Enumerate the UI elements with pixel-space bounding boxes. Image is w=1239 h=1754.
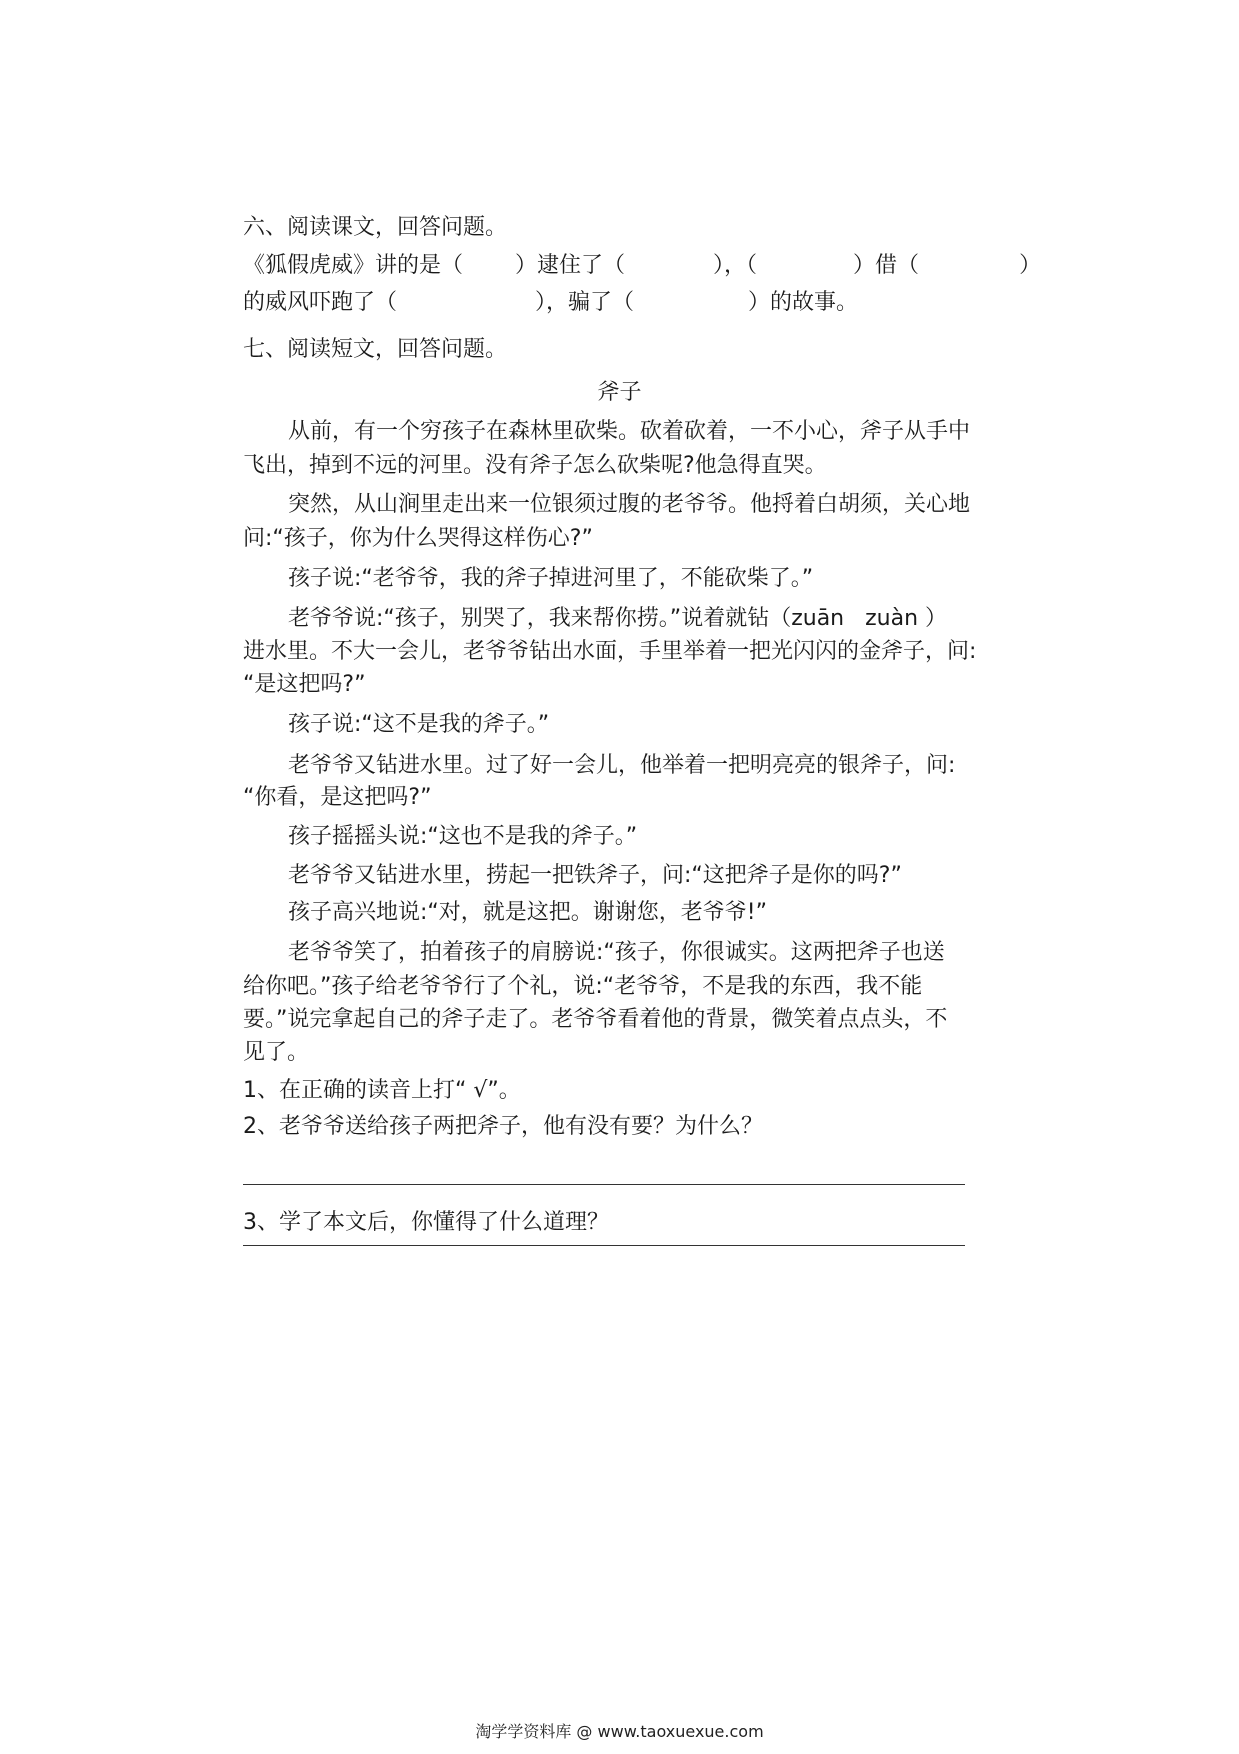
question-2: 2、老爷爷送给孩子两把斧子，他有没有要？为什么？: [243, 1114, 763, 1139]
paragraph-1-line-1: 从前，有一个穷孩子在森林里砍柴。砍着砍着，一不小心，斧子从手中: [288, 419, 971, 444]
paragraph-2-line-2: 问:“孩子，你为什么哭得这样伤心?”: [243, 526, 593, 551]
paragraph-10-line-3: 要。”说完拿起自己的斧子走了。老爷爷看着他的背景，微笑着点点头，不: [243, 1007, 948, 1032]
paragraph-2-line-1: 突然，从山涧里走出来一位银须过腹的老爷爷。他捋着白胡须，关心地: [288, 492, 971, 517]
paragraph-10-line-1: 老爷爷笑了，拍着孩子的肩膀说:“孩子，你很诚实。这两把斧子也送: [288, 940, 945, 965]
section-6-line-1: 《狐假虎威》讲的是（ ）逮住了（ ），（ ）借（ ）: [243, 253, 1042, 278]
paragraph-4-line-2: 进水里。不大一会儿，老爷爷钻出水面，手里举着一把光闪闪的金斧子，问:: [243, 639, 977, 664]
paragraph-8: 老爷爷又钻进水里，捞起一把铁斧子，问:“这把斧子是你的吗?”: [288, 863, 902, 888]
answer-line-2[interactable]: [243, 1184, 965, 1185]
answer-line-3[interactable]: [243, 1245, 965, 1246]
paragraph-6-line-1: 老爷爷又钻进水里。过了好一会儿，他举着一把明亮亮的银斧子，问:: [288, 753, 956, 778]
question-3: 3、学了本文后，你懂得了什么道理？: [243, 1210, 609, 1235]
story-title: 斧子: [597, 380, 642, 405]
paragraph-10-line-2: 给你吧。”孩子给老爷爷行了个礼，说:“老爷爷，不是我的东西，我不能: [243, 974, 923, 999]
paragraph-5: 孩子说:“这不是我的斧子。”: [288, 712, 550, 737]
footer-watermark: 淘学学资料库 @ www.taoxuexue.com: [475, 1722, 764, 1741]
paragraph-1-line-2: 飞出，掉到不远的河里。没有斧子怎么砍柴呢?他急得直哭。: [243, 453, 827, 478]
section-6-heading: 六、阅读课文，回答问题。: [243, 215, 508, 240]
paragraph-4-line-1: 老爷爷说:“孩子，别哭了，我来帮你捞。”说着就钻（zuān zuàn ）: [288, 606, 948, 631]
question-1: 1、在正确的读音上打“ √”。: [243, 1078, 521, 1103]
section-7-heading: 七、阅读短文，回答问题。: [243, 337, 508, 362]
paragraph-3: 孩子说:“老爷爷，我的斧子掉进河里了，不能砍柴了。”: [288, 566, 814, 591]
paragraph-7: 孩子摇摇头说:“这也不是我的斧子。”: [288, 824, 638, 849]
paragraph-9: 孩子高兴地说:“对，就是这把。谢谢您，老爷爷!”: [288, 900, 768, 925]
section-6-line-2: 的威风吓跑了（ ），骗了（ ）的故事。: [243, 290, 859, 315]
paragraph-6-line-2: “你看，是这把吗?”: [243, 785, 432, 810]
paragraph-10-line-4: 见了。: [243, 1040, 310, 1065]
paragraph-4-line-3: “是这把吗?”: [243, 672, 366, 697]
